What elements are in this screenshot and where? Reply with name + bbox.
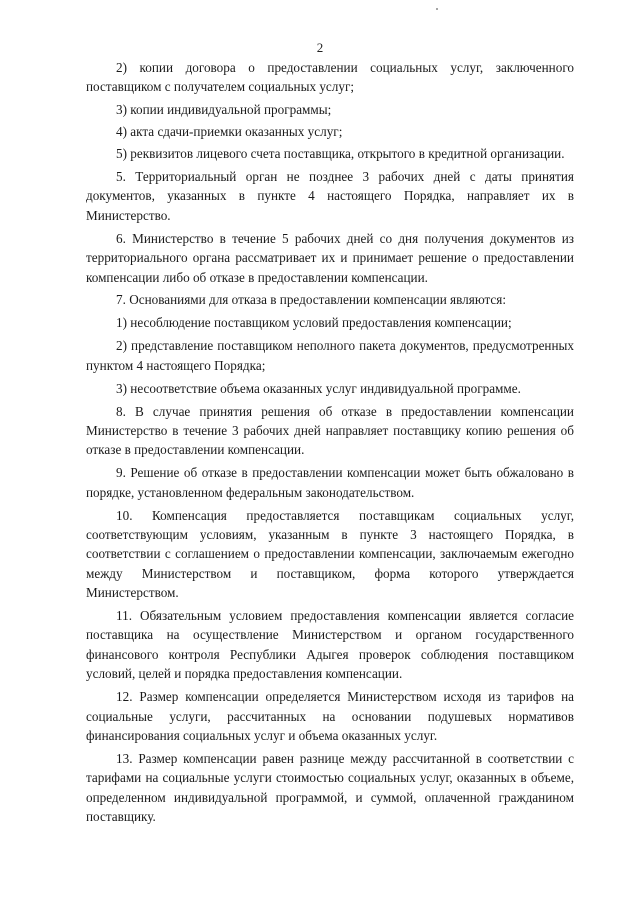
paragraph-clause-11: 11. Обязательным условием предоставления компенсации является согласие поставщика на осуществление Министерством и органом государственного финансового контроля Республики Адыгея проверок соблюдения поставщиком условий, целей и порядка предоставления компенсации. [86,608,574,682]
paragraph-item-4: 4) акта сдачи-приемки оказанных услуг; [116,124,343,140]
paragraph-item-3: 3) копии индивидуальной программы; [116,102,332,118]
paragraph-clause-13: 13. Размер компенсации равен разнице между рассчитанной в соответствии с тарифами на социальные услуги стоимостью социальных услуг, оказанных в объеме, определенном индивидуальной программой, и суммой, оплаченной гражданином поставщику. [86,750,574,825]
paragraph-ground-1: 1) несоблюдение поставщиком условий предоставления компенсации; [116,315,512,331]
paragraph-clause-12: 12. Размер компенсации определяется Министерством исходя из тарифов на социальные услуги, рассчитанных на основании подушевых нормативов финансирования социальных услуг и объема оказанных услуг. [86,689,574,743]
paragraph-clause-9: 9. Решение об отказе в предоставлении компенсации может быть обжаловано в порядке, установленном федеральным законодательством. [86,465,574,500]
paragraph-clause-8: 8. В случае принятия решения об отказе в предоставлении компенсации Министерство в течение 3 рабочих дней направляет поставщику копию решения об отказе в предоставлении компенсации. [86,403,574,458]
paragraph-clause-5: 5. Территориальный орган не позднее 3 рабочих дней с даты принятия документов, указанных в пункте 4 настоящего Порядка, направляет их в Министерство. [86,169,574,223]
page-number: 2 [316,40,324,55]
document-body [86,58,574,830]
paragraph-clause-7: 7. Основаниями для отказа в предоставлении компенсации являются: [116,292,507,308]
scan-speck [436,8,438,10]
paragraph-item-2: 2) копии договора о предоставлении социальных услуг, заключенного поставщиком с получателем социальных услуг; [86,60,574,95]
paragraph-ground-3: 3) несоответствие объема оказанных услуг индивидуальной программе. [116,380,521,396]
paragraph-ground-2: 2) представление поставщиком неполного пакета документов, предусмотренных пунктом 4 настоящего Порядка; [86,338,574,373]
paragraph-clause-10: 10. Компенсация предоставляется поставщикам социальных услуг, соответствующим условиям, указанным в пункте 3 настоящего Порядка, в соответствии с соглашением о предоставлении компенсации, заключаемым ежегодно между Министерством и поставщиком, форма которого утверждается Министерством. [86,507,574,601]
paragraph-clause-6: 6. Министерство в течение 5 рабочих дней со дня получения документов из территориального органа рассматривает их и принимает решение о предоставлении компенсации либо об отказе в предоставлении компенсации. [86,230,574,285]
paragraph-item-5: 5) реквизитов лицевого счета поставщика, открытого в кредитной организации. [116,146,565,162]
